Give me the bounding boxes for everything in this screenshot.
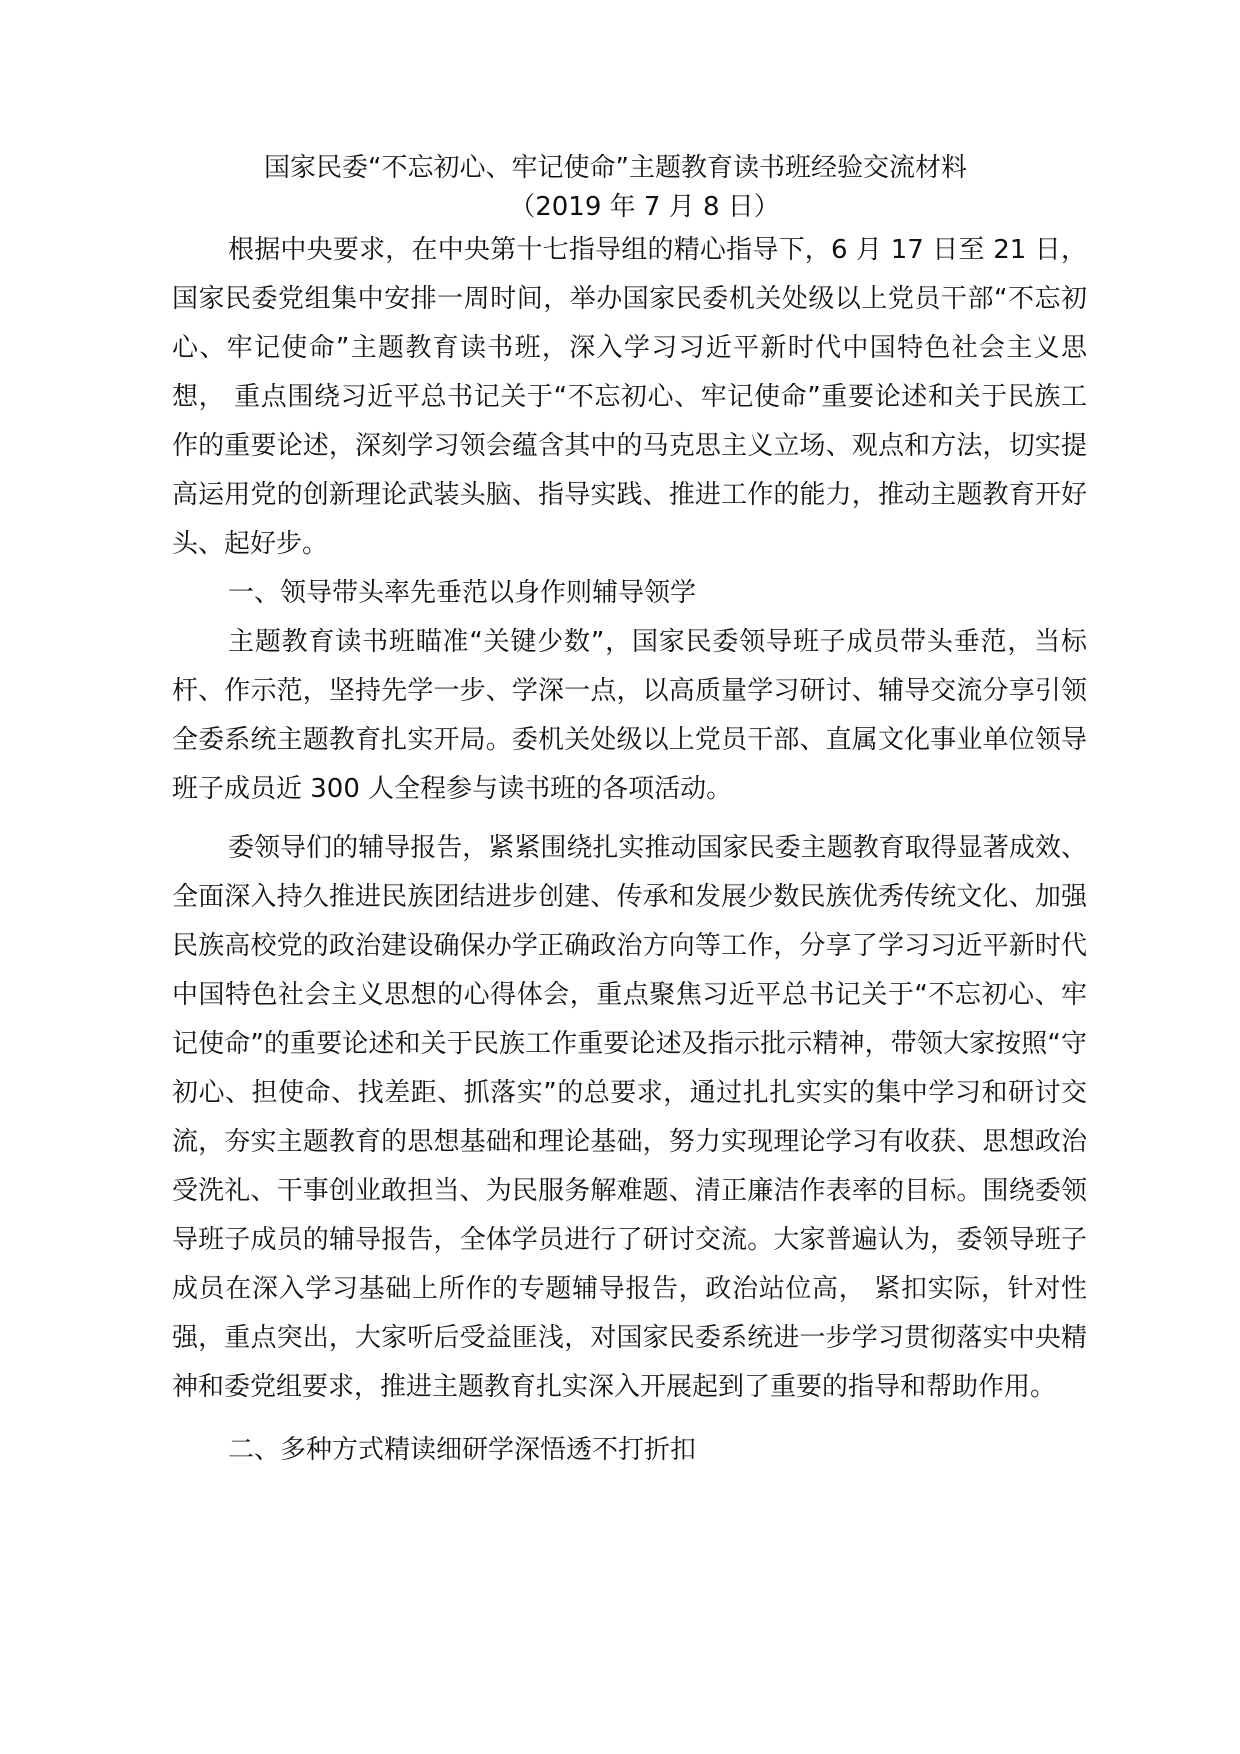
intro-paragraph: 根据中央要求，在中央第十七指导组的精心指导下，6 月 17 日至 21 日，国家民委党组集中安排一周时间，举办国家民委机关处级以上党员干部“不忘初心、牢记使命”主题教育读书班，深入学习习近平新时代中国特色社会主义思想， 重点围绕习近平总书记关于“不忘初心、牢记使命”重要论述和关于民族工作的重要论述，深刻学习领会蕴含其中的马克思主义立场、观点和方法，切实提高运用党的创新理论武装头脑、指导实践、推进工作的能力，推动主题教育开好头、起好步。: [172, 235, 1087, 559]
section-1-paragraph-2: 委领导们的辅导报告，紧紧围绕扎实推动国家民委主题教育取得显著成效、全面深入持久推进民族团结进步创建、传承和发展少数民族优秀传统文化、加强民族高校党的政治建设确保办学正确政治方向等工作，分享了学习习近平新时代中国特色社会主义思想的心得体会，重点聚焦习近平总书记关于“不忘初心、牢记使命”的重要论述和关于民族工作重要论述及指示批示精神，带领大家按照“守初心、担使命、找差距、抓落实”的总要求，通过扎扎实实的集中学习和研讨交流，夯实主题教育的思想基础和理论基础，努力实现理论学习有收获、思想政治受洗礼、干事创业敢担当、为民服务解难题、清正廉洁作表率的目标。围绕委领导班子成员的辅导报告，全体学员进行了研讨交流。大家普遍认为，委领导班子成员在深入学习基础上所作的专题辅导报告，政治站位高， 紧扣实际，针对性强，重点突出，大家听后受益匪浅，对国家民委系统进一步学习贯彻落实中央精神和委党组要求，推进主题教育扎实深入开展起到了重要的指导和帮助作用。: [172, 833, 1087, 1402]
document-title: 国家民委“不忘初心、牢记使命”主题教育读书班经验交流材料: [264, 153, 967, 183]
section-1-heading: 一、领导带头率先垂范以身作则辅导领学: [228, 578, 697, 608]
section-1-paragraph-1: 主题教育读书班瞄准“关键少数”，国家民委领导班子成员带头垂范，当标杆、作示范，坚持先学一步、学深一点，以高质量学习研讨、辅导交流分享引领全委系统主题教育扎实开局。委机关处级以上党员干部、直属文化事业单位领导班子成员近 300 人全程参与读书班的各项活动。: [172, 627, 1087, 804]
section-2-heading: 二、多种方式精读细研学深悟透不打折扣: [228, 1435, 697, 1465]
document-date: （2019 年 7 月 8 日）: [509, 192, 780, 222]
document-body: [172, 148, 1087, 1475]
